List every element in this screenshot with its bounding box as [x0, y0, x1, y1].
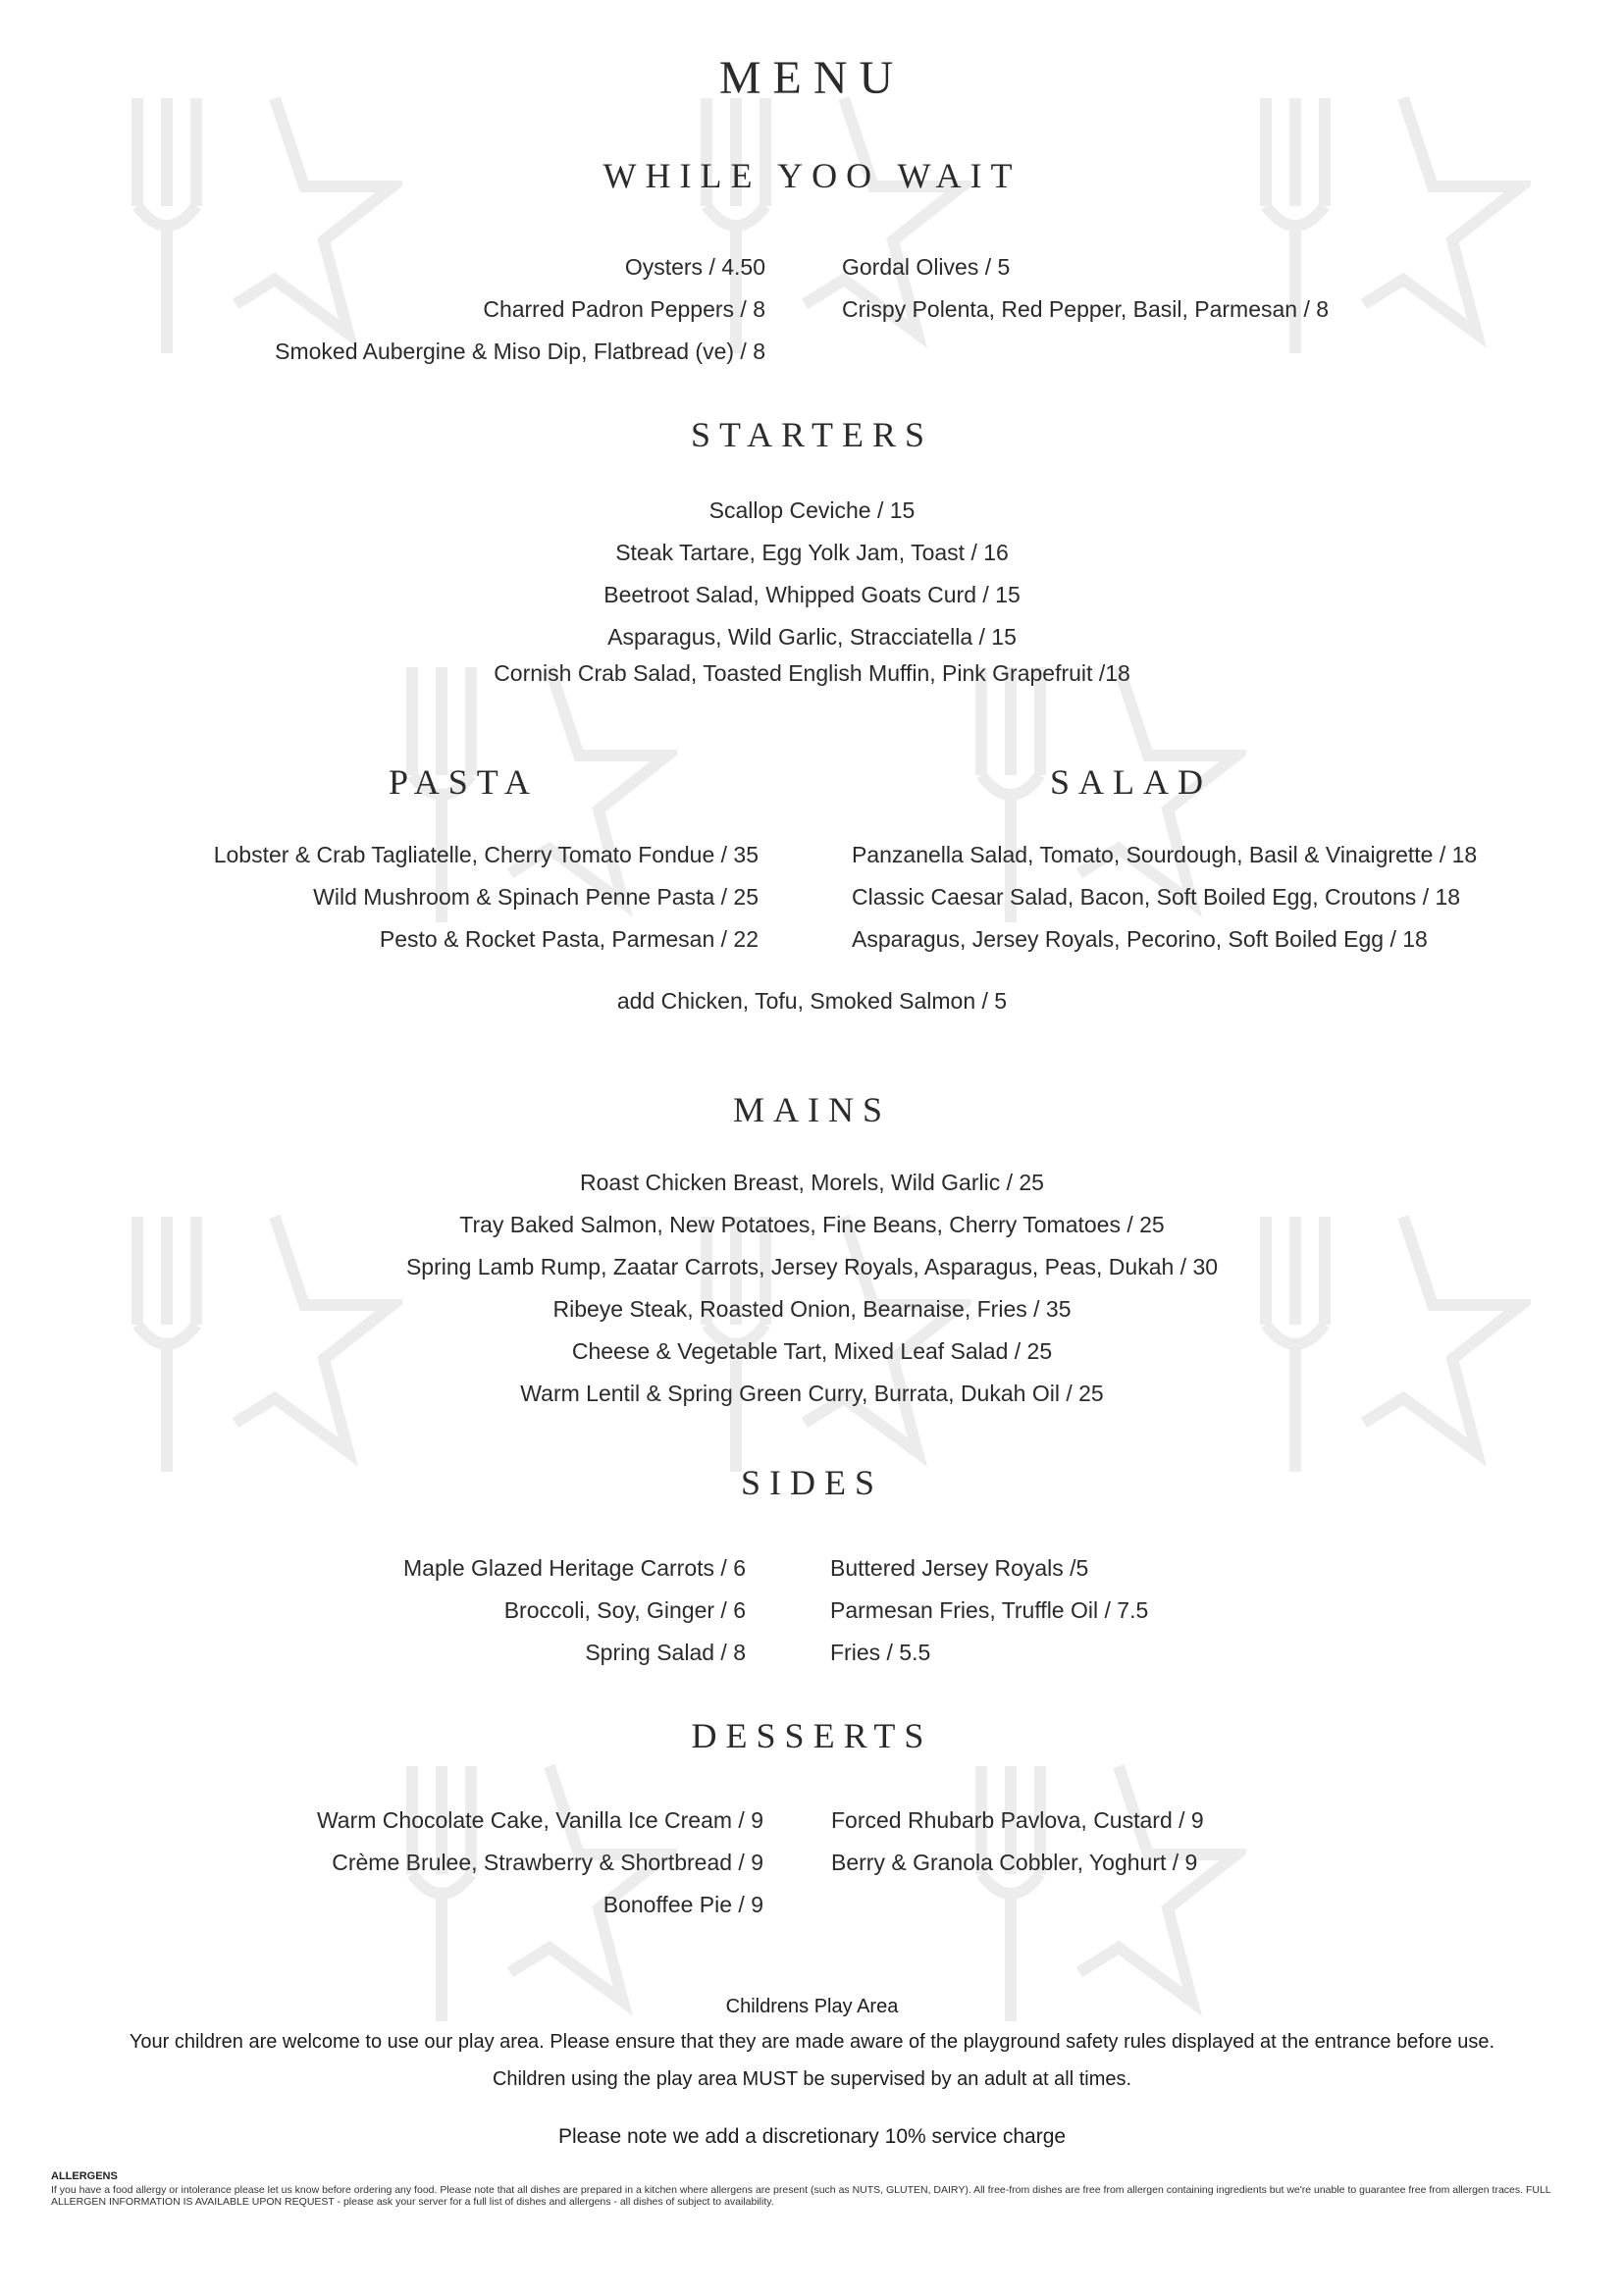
menu-item: Warm Chocolate Cake, Vanilla Ice Cream / 9 — [316, 1807, 763, 1833]
section-heading-pasta: PASTA — [389, 762, 539, 802]
menu-item: Crème Brulee, Strawberry & Shortbread / 9 — [332, 1850, 763, 1875]
menu-item: Lobster & Crab Tagliatelle, Cherry Tomato Fondue / 35 — [213, 842, 759, 867]
menu-title: MENU — [718, 52, 906, 104]
fork-star-icon — [1207, 59, 1531, 383]
allergens-title: ALLERGENS — [51, 2170, 118, 2182]
menu-item: Spring Lamb Rump, Zaatar Carrots, Jersey Royals, Asparagus, Peas, Dukah / 30 — [405, 1254, 1219, 1279]
menu-item: Charred Padron Peppers / 8 — [483, 296, 765, 322]
menu-item: Classic Caesar Salad, Bacon, Soft Boiled Egg, Croutons / 18 — [852, 884, 1461, 910]
play-area-title: Childrens Play Area — [725, 1996, 899, 2017]
menu-item: Warm Lentil & Spring Green Curry, Burrata, Dukah Oil / 25 — [520, 1381, 1104, 1406]
menu-item: Cheese & Vegetable Tart, Mixed Leaf Salad / 25 — [571, 1338, 1053, 1364]
menu-item: Crispy Polenta, Red Pepper, Basil, Parmesan / 8 — [842, 296, 1330, 322]
menu-item: Asparagus, Wild Garlic, Stracciatella / 15 — [607, 624, 1017, 650]
menu-item: Wild Mushroom & Spinach Penne Pasta / 25 — [313, 884, 759, 910]
menu-item: Maple Glazed Heritage Carrots / 6 — [403, 1555, 746, 1581]
section-heading-wait: WHILE YOO WAIT — [602, 156, 1022, 195]
fork-star-icon — [648, 59, 971, 383]
menu-item: Gordal Olives / 5 — [842, 254, 1011, 280]
menu-item: Scallop Ceviche / 15 — [708, 497, 916, 523]
section-heading-desserts: DESSERTS — [691, 1716, 933, 1755]
menu-item: Parmesan Fries, Truffle Oil / 7.5 — [830, 1597, 1149, 1623]
menu-item: Pesto & Rocket Pasta, Parmesan / 22 — [379, 926, 759, 952]
service-charge-note: Please note we add a discretionary 10% service charge — [557, 2125, 1067, 2148]
menu-item: Bonoffee Pie / 9 — [602, 1892, 763, 1917]
menu-item: Ribeye Steak, Roasted Onion, Bearnaise, Fries / 35 — [552, 1296, 1072, 1322]
play-area-supervision: Children using the play area MUST be supervised by an adult at all times. — [492, 2068, 1132, 2090]
menu-item: Cornish Crab Salad, Toasted English Muffin, Pink Grapefruit /18 — [494, 660, 1130, 686]
section-heading-salad: SALAD — [1050, 762, 1213, 802]
menu-item: Steak Tartare, Egg Yolk Jam, Toast / 16 — [615, 540, 1009, 565]
menu-item: Asparagus, Jersey Royals, Pecorino, Soft Boiled Egg / 18 — [852, 926, 1428, 952]
menu-item: Fries / 5.5 — [830, 1640, 931, 1665]
menu-item: Broccoli, Soy, Ginger / 6 — [503, 1597, 746, 1623]
watermark-logo — [648, 59, 971, 383]
allergens-text: If you have a food allergy or intolerance please let us know before ordering any food. Please note that all dishes are prepared in a kitchen where allergens are present (such as NUTS, GLUTEN, DAIRY). All free-from dishes are free from allergen containing ingredients but we're unable to guarantee free from allergen traces. FULL ALLERGEN INFORMATION IS AVAILABLE UPON REQUEST - please ask your server for a full list of dishes and allergens - all dishes of subject to availability. — [51, 2184, 1551, 2208]
menu-item: Forced Rhubarb Pavlova, Custard / 9 — [831, 1807, 1204, 1833]
menu-item: Spring Salad / 8 — [585, 1640, 746, 1665]
menu-item: Berry & Granola Cobbler, Yoghurt / 9 — [831, 1850, 1198, 1875]
menu-item: Roast Chicken Breast, Morels, Wild Garlic / 25 — [580, 1170, 1044, 1195]
section-heading-mains: MAINS — [732, 1090, 891, 1129]
menu-item: Buttered Jersey Royals /5 — [830, 1555, 1089, 1581]
menu-item: Panzanella Salad, Tomato, Sourdough, Basil & Vinaigrette / 18 — [852, 842, 1478, 867]
section-heading-sides: SIDES — [740, 1463, 884, 1502]
menu-item: Beetroot Salad, Whipped Goats Curd / 15 — [603, 582, 1021, 607]
play-area-text: Your children are welcome to use our play area. Please ensure that they are made aware of the playground safety rules displayed at the entrance before use. — [129, 2031, 1495, 2053]
watermark-logo — [1207, 59, 1531, 383]
menu-item: Tray Baked Salmon, New Potatoes, Fine Beans, Cherry Tomatoes / 25 — [459, 1212, 1165, 1237]
menu-item: Oysters / 4.50 — [624, 254, 765, 280]
watermark-logo — [79, 59, 402, 383]
menu-item: Smoked Aubergine & Miso Dip, Flatbread (ve) / 8 — [275, 339, 765, 364]
fork-star-icon — [79, 59, 402, 383]
section-heading-starters: STARTERS — [691, 415, 933, 454]
addon-note: add Chicken, Tofu, Smoked Salmon / 5 — [616, 988, 1008, 1014]
